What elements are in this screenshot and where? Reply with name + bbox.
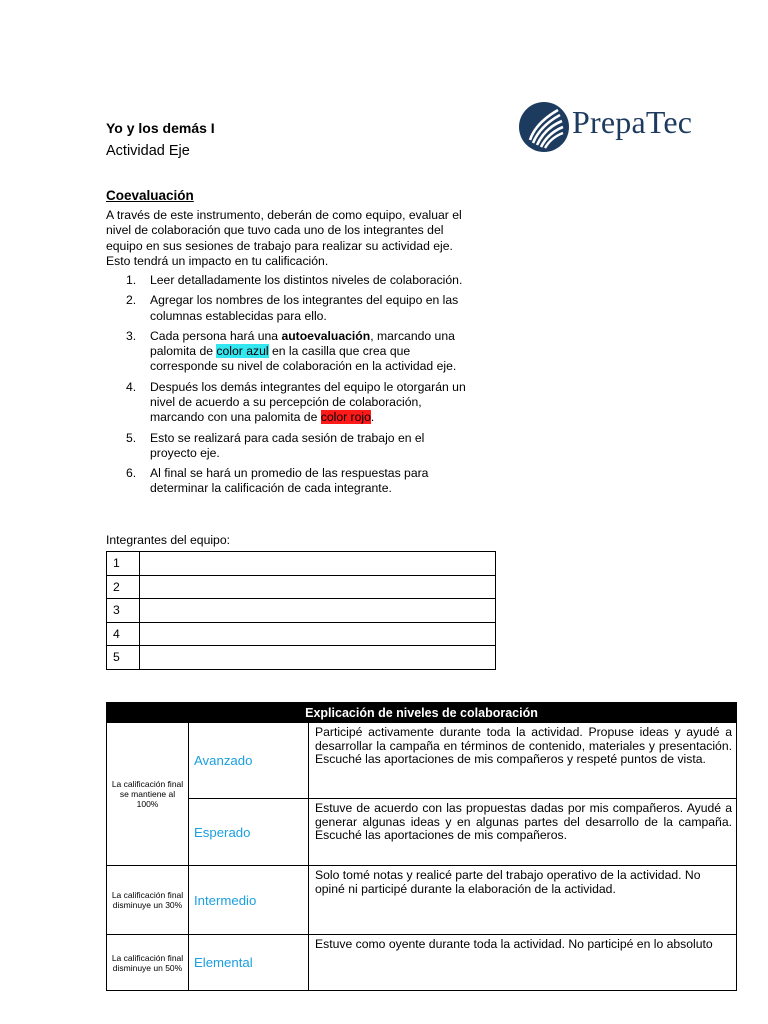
blue-highlight: color azul <box>216 344 269 359</box>
members-table <box>106 551 496 670</box>
grade-effect-cell: La calificación final disminuye un 50% <box>107 935 189 991</box>
list-item <box>126 273 471 288</box>
section-heading: Coevaluación <box>106 188 194 203</box>
table-row <box>107 552 496 576</box>
intro-paragraph: A través de este instrumento, deberán de como equipo, evaluar el nivel de colaboración que tuvo cada uno de los integrantes del equipo en sus sesiones de trabajo para realizar su actividad eje. Esto tendrá un impacto en tu calificación. <box>106 208 462 269</box>
step-text-mid: , marcando una palomita de <box>150 328 455 359</box>
table-row <box>107 599 496 623</box>
step-number: 3. <box>126 328 137 343</box>
list-item <box>126 329 471 375</box>
member-number: 4 <box>107 622 140 646</box>
step-text: Agregar los nombres de los integrantes del equipo en las columnas establecidas para ello. <box>150 293 459 323</box>
step-text: Leer detalladamente los distintos niveles de colaboración. <box>150 273 463 287</box>
table-row <box>107 799 737 866</box>
table-row <box>107 866 737 935</box>
member-number: 1 <box>107 552 140 576</box>
member-name-cell[interactable] <box>140 599 496 623</box>
level-name: Avanzado <box>189 723 309 799</box>
table-header-row <box>107 703 737 723</box>
member-number: 5 <box>107 646 140 670</box>
step-text-bold: autoevaluación <box>281 328 371 343</box>
table-row <box>107 575 496 599</box>
member-name-cell[interactable] <box>140 552 496 576</box>
step-text-post: en la casilla que crea que corresponde su nivel de colaboración en la actividad eje. <box>150 344 457 374</box>
instructions-list <box>126 273 471 502</box>
list-item <box>126 293 471 323</box>
document-title: Yo y los demás I <box>106 120 215 136</box>
level-name: Intermedio <box>189 866 309 935</box>
logo-wordmark: PrepaTec <box>572 104 693 140</box>
level-description: Estuve como oyente durante toda la actividad. No participé en lo absoluto <box>309 935 737 991</box>
step-number: 6. <box>126 466 137 481</box>
step-number: 4. <box>126 379 137 394</box>
level-description: Estuve de acuerdo con las propuestas dadas por mis compañeros. Ayudé a generar algunas ideas y en algunas partes del desarrollo de la campaña. Escuché las aportaciones de mis compañeros. <box>309 799 737 866</box>
grade-effect-cell: La calificación final se mantiene al 100% <box>107 723 189 866</box>
flame-emblem-icon <box>518 100 572 156</box>
step-text: Al final se hará un promedio de las respuestas para determinar la calificación de cada integrante. <box>150 466 429 496</box>
step-text: Esto se realizará para cada sesión de trabajo en el proyecto eje. <box>150 430 425 460</box>
level-name: Esperado <box>189 799 309 866</box>
member-name-cell[interactable] <box>140 575 496 599</box>
step-text-pre: Cada persona hará una <box>150 328 282 343</box>
step-number: 1. <box>126 273 137 287</box>
level-description: Participé activamente durante toda la actividad. Propuse ideas y ayudé a desarrollar la campaña en términos de contenido, materiales y presentación. Escuché las aportaciones de mis compañeros y respeté puntos de vista. <box>309 723 737 799</box>
level-description: Solo tomé notas y realicé parte del trabajo operativo de la actividad. No opiné ni participé durante la elaboración de la actividad. <box>309 866 737 935</box>
grade-effect-cell: La calificación final disminuye un 30% <box>107 866 189 935</box>
step-text-post: . <box>370 410 375 425</box>
member-name-cell[interactable] <box>140 646 496 670</box>
collaboration-levels-table <box>106 702 737 991</box>
step-number: 5. <box>126 430 137 445</box>
table-row <box>107 935 737 991</box>
prepatec-logo <box>516 98 702 160</box>
table-row <box>107 646 496 670</box>
list-item <box>126 380 471 426</box>
table-row <box>107 622 496 646</box>
member-number: 2 <box>107 575 140 599</box>
member-name-cell[interactable] <box>140 622 496 646</box>
step-number: 2. <box>126 293 137 308</box>
members-label: Integrantes del equipo: <box>106 533 230 547</box>
member-number: 3 <box>107 599 140 623</box>
level-name: Elemental <box>189 935 309 991</box>
list-item <box>126 466 471 496</box>
list-item <box>126 431 471 461</box>
table-row <box>107 723 737 799</box>
step-text-pre: Después los demás integrantes del equipo le otorgarán un nivel de acuerdo a su percepción de colaboración, marcando con una palomita de <box>150 379 466 425</box>
levels-table-header: Explicación de niveles de colaboración <box>107 703 737 723</box>
red-highlight: color rojo <box>320 410 371 425</box>
document-subtitle: Actividad Eje <box>106 143 190 159</box>
